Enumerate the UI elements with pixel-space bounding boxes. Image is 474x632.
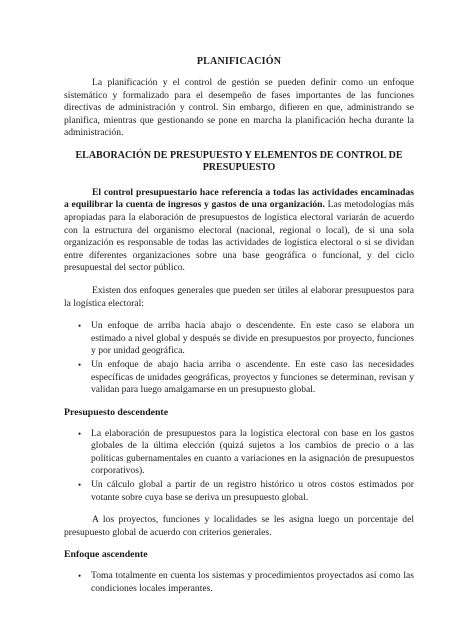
intro-paragraph: La planificación y el control de gestión se pueden definir como un enfoque sistemático y formalizado para el desempeño de fases importantes de las funciones directivas de administración y control. Sin embargo, difieren en que, administrando se planifica, mientras que gestionando se pone en marcha la planificación hecha durante la administración. — [64, 77, 414, 139]
list-item: • Un enfoque de abajo hacia arriba o ascendente. En este caso las necesidades específicas de unidades geográficas, proyectos y funciones se determinan, revisan y validan para luego amalgamarse en un presupuesto global. — [78, 358, 414, 396]
list-item: • La elaboración de presupuestos para la logística electoral con base en los gastos globales de la última elección (quizá sujetos a los cambios de precio o a las políticas gubernamentales en cuanto a variaciones en la asignación de presupuestos corporativos). — [78, 427, 414, 477]
ascending-list — [64, 570, 414, 595]
section-heading: ELABORACIÓN DE PRESUPUESTO Y ELEMENTOS DE CONTROL DE PRESUPUESTO — [75, 149, 403, 174]
bullet-icon: • — [78, 359, 82, 370]
page-title: PLANIFICACIÓN — [196, 56, 282, 67]
approaches-paragraph: Existen dos enfoques generales que pueden ser útiles al elaborar presupuestos para la logística electoral: — [64, 284, 414, 309]
list-item: • Un cálculo global a partir de un registro histórico u otros costos estimados por votante sobre cuya base se deriva un presupuesto global. — [78, 479, 414, 503]
bullet-icon: • — [78, 428, 82, 439]
paragraph-body: Las metodologías más apropiadas para la elaboración de presupuestos de logística electoral variarán de acuerdo con la estructura del organismo electoral (nacional, regional o local), de si una sola organización es responsable de todas las actividades de logística electoral o si se dividan entre diferentes organizaciones sobre una base geográfica o funcional, y del ciclo presupuestal del sector público. — [64, 199, 414, 274]
bullet-icon: • — [78, 571, 82, 582]
bullet-icon: • — [78, 321, 82, 332]
subheading-descending: Presupuesto descendente — [64, 406, 169, 418]
budget-control-paragraph — [64, 187, 414, 275]
lead-sentence: El control presupuestario hace referencia a todas las actividades encaminadas a equilibrar la cuenta de ingresos y gastos de una organización. — [64, 186, 414, 211]
bullet-icon: • — [78, 480, 82, 491]
allocation-paragraph: A los proyectos, funciones y localidades se les asigna luego un porcentaje del presupuesto global de acuerdo con criterios generales. — [64, 514, 414, 538]
approaches-list — [64, 320, 414, 397]
list-item: • Un enfoque de arriba hacia abajo o descendente. En este caso se elabora un estimado a nivel global y después se divide en presupuestos por proyecto, funciones y por unidad geográfica. — [78, 320, 414, 357]
subheading-ascending: Enfoque ascendente — [64, 549, 148, 561]
list-item: • Toma totalmente en cuenta los sistemas y procedimientos proyectados así como las condiciones locales imperantes. — [78, 570, 414, 595]
descending-list — [64, 428, 414, 505]
